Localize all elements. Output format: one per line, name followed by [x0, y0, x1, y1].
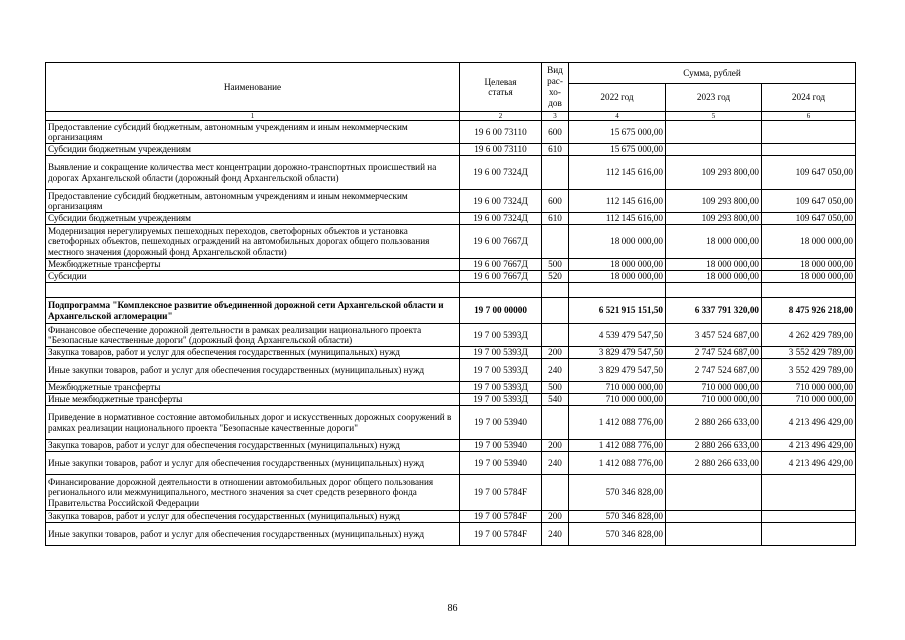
row-sum-2022: 6 521 915 151,50	[569, 298, 666, 324]
row-sum-2022: 15 675 000,00	[569, 121, 666, 144]
table-row	[46, 156, 856, 190]
table-row	[46, 475, 856, 511]
header-year-2024: 2024 год	[762, 84, 856, 112]
row-sum-2024: 3 552 429 789,00	[762, 347, 856, 359]
row-target-code: 19 6 00 7324Д	[460, 190, 542, 213]
row-sum-2022: 1 412 088 776,00	[569, 452, 666, 475]
row-sum-2023	[666, 523, 762, 546]
row-expense-type: 200	[542, 511, 569, 523]
row-sum-2024: 4 213 496 429,00	[762, 440, 856, 452]
row-name: Подпрограмма "Комплексное развитие объединенной дорожной сети Архангельской области и Архангельской агломерации"	[46, 298, 460, 324]
table-row	[46, 382, 856, 394]
row-target-code: 19 7 00 5784F	[460, 511, 542, 523]
row-sum-2023: 2 880 266 633,00	[666, 440, 762, 452]
row-sum-2024: 4 213 496 429,00	[762, 452, 856, 475]
row-name: Закупка товаров, работ и услуг для обеспечения государственных (муниципальных) нужд	[46, 347, 460, 359]
row-sum-2023: 18 000 000,00	[666, 259, 762, 271]
row-expense-type: 610	[542, 144, 569, 156]
row-sum-2022: 570 346 828,00	[569, 511, 666, 523]
row-sum-2022	[569, 283, 666, 298]
row-sum-2023: 3 457 524 687,00	[666, 324, 762, 347]
row-sum-2022: 18 000 000,00	[569, 225, 666, 259]
row-sum-2022: 15 675 000,00	[569, 144, 666, 156]
row-sum-2022: 18 000 000,00	[569, 259, 666, 271]
row-sum-2024: 18 000 000,00	[762, 225, 856, 259]
row-expense-type: 240	[542, 359, 569, 382]
row-name: Иные закупки товаров, работ и услуг для обеспечения государственных (муниципальных) нужд	[46, 523, 460, 546]
row-target-code: 19 6 00 7324Д	[460, 156, 542, 190]
row-sum-2024	[762, 283, 856, 298]
row-name: Иные межбюджетные трансферты	[46, 394, 460, 406]
row-sum-2023: 18 000 000,00	[666, 271, 762, 283]
col-number-5: 5	[666, 112, 762, 121]
col-number-1: 1	[46, 112, 460, 121]
row-sum-2023: 2 880 266 633,00	[666, 406, 762, 440]
row-name: Субсидии	[46, 271, 460, 283]
table-row	[46, 511, 856, 523]
row-sum-2023: 710 000 000,00	[666, 382, 762, 394]
row-expense-type: 500	[542, 259, 569, 271]
row-name: Субсидии бюджетным учреждениям	[46, 144, 460, 156]
row-name: Иные закупки товаров, работ и услуг для обеспечения государственных (муниципальных) нужд	[46, 359, 460, 382]
row-target-code: 19 6 00 7667Д	[460, 225, 542, 259]
row-sum-2022: 710 000 000,00	[569, 394, 666, 406]
row-sum-2024	[762, 475, 856, 511]
row-sum-2022: 18 000 000,00	[569, 271, 666, 283]
row-target-code: 19 7 00 53940	[460, 406, 542, 440]
row-sum-2022: 1 412 088 776,00	[569, 440, 666, 452]
row-name: Закупка товаров, работ и услуг для обеспечения государственных (муниципальных) нужд	[46, 440, 460, 452]
table-row	[46, 359, 856, 382]
row-expense-type	[542, 406, 569, 440]
row-expense-type: 610	[542, 213, 569, 225]
row-sum-2022: 112 145 616,00	[569, 213, 666, 225]
row-sum-2024	[762, 511, 856, 523]
row-target-code: 19 7 00 5393Д	[460, 324, 542, 347]
col-number-3: 3	[542, 112, 569, 121]
row-expense-type: 540	[542, 394, 569, 406]
row-name: Финансовое обеспечение дорожной деятельности в рамках реализации национального проекта "Безопасные качественные дороги" (дорожный фонд Архангельской области)	[46, 324, 460, 347]
row-sum-2024: 4 213 496 429,00	[762, 406, 856, 440]
row-sum-2024: 710 000 000,00	[762, 382, 856, 394]
row-sum-2023	[666, 144, 762, 156]
row-sum-2022: 4 539 479 547,50	[569, 324, 666, 347]
row-sum-2024	[762, 523, 856, 546]
table-row	[46, 271, 856, 283]
table-row-empty	[46, 283, 856, 298]
header-name: Наименование	[46, 63, 460, 112]
row-target-code: 19 7 00 5784F	[460, 523, 542, 546]
row-expense-type: 240	[542, 523, 569, 546]
row-target-code: 19 7 00 5393Д	[460, 394, 542, 406]
row-sum-2023: 6 337 791 320,00	[666, 298, 762, 324]
col-number-4: 4	[569, 112, 666, 121]
row-sum-2024: 4 262 429 789,00	[762, 324, 856, 347]
page-number: 86	[447, 603, 458, 614]
row-name: Предоставление субсидий бюджетным, автономным учреждениям и иным некоммерческим организациям	[46, 121, 460, 144]
row-name: Модернизация нерегулируемых пешеходных переходов, светофорных объектов и установка светофорных объектов, пешеходных ограждений на автомобильных дорогах общего пользования местного значения (дорожный фонд Архангельской области)	[46, 225, 460, 259]
row-expense-type	[542, 324, 569, 347]
row-sum-2023: 710 000 000,00	[666, 394, 762, 406]
row-sum-2022: 3 829 479 547,50	[569, 359, 666, 382]
row-sum-2024: 18 000 000,00	[762, 259, 856, 271]
row-expense-type	[542, 283, 569, 298]
row-sum-2023: 109 293 800,00	[666, 156, 762, 190]
row-sum-2023: 109 293 800,00	[666, 190, 762, 213]
row-name: Межбюджетные трансферты	[46, 382, 460, 394]
row-sum-2022: 1 412 088 776,00	[569, 406, 666, 440]
row-sum-2024	[762, 144, 856, 156]
row-sum-2022: 3 829 479 547,50	[569, 347, 666, 359]
table-row	[46, 225, 856, 259]
row-expense-type: 600	[542, 121, 569, 144]
table-row	[46, 394, 856, 406]
row-name: Иные закупки товаров, работ и услуг для обеспечения государственных (муниципальных) нужд	[46, 452, 460, 475]
row-target-code: 19 7 00 5393Д	[460, 347, 542, 359]
row-target-code: 19 6 00 73110	[460, 121, 542, 144]
row-name: Выявление и сокращение количества мест концентрации дорожно-транспортных происшествий на дорогах Архангельской области (дорожный фонд Архангельской области)	[46, 156, 460, 190]
budget-table	[45, 62, 856, 546]
header-target-code: Целевая статья	[460, 63, 542, 112]
row-expense-type: 200	[542, 440, 569, 452]
table-row-subprogram	[46, 298, 856, 324]
row-sum-2024: 109 647 050,00	[762, 213, 856, 225]
row-sum-2023: 109 293 800,00	[666, 213, 762, 225]
row-expense-type	[542, 298, 569, 324]
row-expense-type	[542, 475, 569, 511]
row-sum-2023: 2 880 266 633,00	[666, 452, 762, 475]
row-name	[46, 283, 460, 298]
row-sum-2024: 3 552 429 789,00	[762, 359, 856, 382]
row-target-code: 19 6 00 7667Д	[460, 271, 542, 283]
row-sum-2023	[666, 511, 762, 523]
table-row	[46, 190, 856, 213]
header-sum: Сумма, рублей	[569, 63, 856, 84]
col-number-2: 2	[460, 112, 542, 121]
row-sum-2022: 112 145 616,00	[569, 190, 666, 213]
row-target-code: 19 7 00 53940	[460, 440, 542, 452]
row-sum-2024: 109 647 050,00	[762, 190, 856, 213]
table-row	[46, 213, 856, 225]
table-row	[46, 440, 856, 452]
row-name: Субсидии бюджетным учреждениям	[46, 213, 460, 225]
header-year-2022: 2022 год	[569, 84, 666, 112]
row-name: Приведение в нормативное состояние автомобильных дорог и искусственных дорожных сооружений в рамках реализации национального проекта "Безопасные качественные дороги"	[46, 406, 460, 440]
row-target-code: 19 7 00 00000	[460, 298, 542, 324]
row-name: Закупка товаров, работ и услуг для обеспечения государственных (муниципальных) нужд	[46, 511, 460, 523]
row-expense-type: 500	[542, 382, 569, 394]
row-target-code: 19 6 00 73110	[460, 144, 542, 156]
row-expense-type: 520	[542, 271, 569, 283]
row-sum-2022: 570 346 828,00	[569, 475, 666, 511]
col-number-6: 6	[762, 112, 856, 121]
row-target-code: 19 6 00 7324Д	[460, 213, 542, 225]
row-target-code: 19 7 00 53940	[460, 452, 542, 475]
row-expense-type: 240	[542, 452, 569, 475]
row-expense-type: 200	[542, 347, 569, 359]
row-target-code: 19 7 00 5393Д	[460, 382, 542, 394]
header-year-2023: 2023 год	[666, 84, 762, 112]
row-sum-2024: 710 000 000,00	[762, 394, 856, 406]
row-expense-type: 600	[542, 190, 569, 213]
table-row	[46, 406, 856, 440]
row-expense-type	[542, 225, 569, 259]
row-sum-2024: 18 000 000,00	[762, 271, 856, 283]
row-target-code: 19 7 00 5784F	[460, 475, 542, 511]
row-sum-2022: 112 145 616,00	[569, 156, 666, 190]
row-name: Финансирование дорожной деятельности в отношении автомобильных дорог общего пользования регионального или межмуниципального, местного значения за счет средств резервного фонда Правительства Российской Федерации	[46, 475, 460, 511]
row-sum-2022: 710 000 000,00	[569, 382, 666, 394]
row-sum-2024: 109 647 050,00	[762, 156, 856, 190]
table-row	[46, 324, 856, 347]
row-sum-2022: 570 346 828,00	[569, 523, 666, 546]
row-name: Межбюджетные трансферты	[46, 259, 460, 271]
row-sum-2023: 2 747 524 687,00	[666, 359, 762, 382]
row-target-code: 19 7 00 5393Д	[460, 359, 542, 382]
row-expense-type	[542, 156, 569, 190]
table-row	[46, 144, 856, 156]
row-sum-2023	[666, 283, 762, 298]
row-target-code: 19 6 00 7667Д	[460, 259, 542, 271]
row-sum-2023	[666, 475, 762, 511]
row-sum-2023: 2 747 524 687,00	[666, 347, 762, 359]
row-sum-2024: 8 475 926 218,00	[762, 298, 856, 324]
table-row	[46, 523, 856, 546]
row-sum-2024	[762, 121, 856, 144]
table-row	[46, 259, 856, 271]
budget-table-sheet	[45, 62, 855, 546]
header-expense-type: Вид рас-хо-дов	[542, 63, 569, 112]
row-target-code	[460, 283, 542, 298]
row-name: Предоставление субсидий бюджетным, автономным учреждениям и иным некоммерческим организациям	[46, 190, 460, 213]
table-row	[46, 452, 856, 475]
table-row	[46, 347, 856, 359]
row-sum-2023: 18 000 000,00	[666, 225, 762, 259]
table-row	[46, 121, 856, 144]
row-sum-2023	[666, 121, 762, 144]
